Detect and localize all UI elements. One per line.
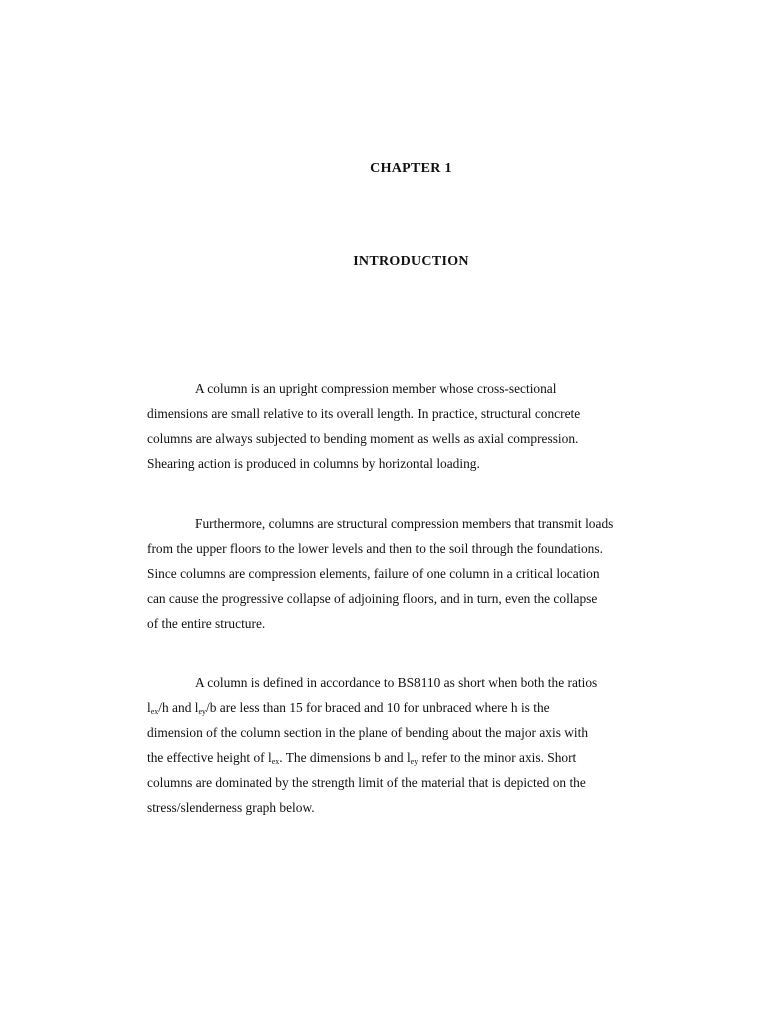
- paragraph-line: A column is defined in accordance to BS8110 as short when both the ratios: [195, 675, 598, 690]
- paragraph-line: Furthermore, columns are structural compression members that transmit loads: [195, 516, 614, 531]
- text-segment: /b are less than 15 for braced and 10 for unbraced where h is the: [206, 700, 550, 715]
- text-segment: the effective height of l: [147, 750, 272, 765]
- paragraph-line: A column is an upright compression member whose cross-sectional: [195, 381, 557, 396]
- text-segment: . The dimensions b and l: [279, 750, 411, 765]
- text-segment: refer to the minor axis. Short: [418, 750, 577, 765]
- paragraph-line: can cause the progressive collapse of adjoining floors, and in turn, even the collapse: [147, 591, 598, 606]
- subscript: ex: [150, 707, 159, 716]
- paragraph-line: stress/slenderness graph below.: [147, 800, 315, 815]
- subscript: ey: [410, 757, 419, 766]
- paragraph-line: columns are dominated by the strength limit of the material that is depicted on the: [147, 775, 586, 790]
- paragraph-line: columns are always subjected to bending moment as wells as axial compression.: [147, 431, 579, 446]
- paragraph-line: of the entire structure.: [147, 616, 266, 631]
- text-segment: l: [147, 700, 151, 715]
- paragraph-1: [147, 376, 664, 476]
- paragraph-line: dimension of the column section in the plane of bending about the major axis with: [147, 725, 589, 740]
- paragraph-3: [147, 670, 664, 820]
- paragraph-line: dimensions are small relative to its overall length. In practice, structural concrete: [147, 406, 581, 421]
- paragraph-line: Since columns are compression elements, failure of one column in a critical location: [147, 566, 600, 581]
- subscript: ey: [198, 707, 207, 716]
- paragraph-line: Shearing action is produced in columns by horizontal loading.: [147, 456, 480, 471]
- text-segment: /h and l: [158, 700, 199, 715]
- paragraph-line: [147, 695, 664, 720]
- paragraph-line: [147, 745, 664, 770]
- section-heading: INTRODUCTION: [353, 254, 469, 269]
- paragraph-line: from the upper floors to the lower levels and then to the soil through the foundations.: [147, 541, 603, 556]
- paragraph-2: [147, 511, 664, 636]
- subscript: ex: [271, 757, 280, 766]
- chapter-heading: CHAPTER 1: [370, 161, 452, 176]
